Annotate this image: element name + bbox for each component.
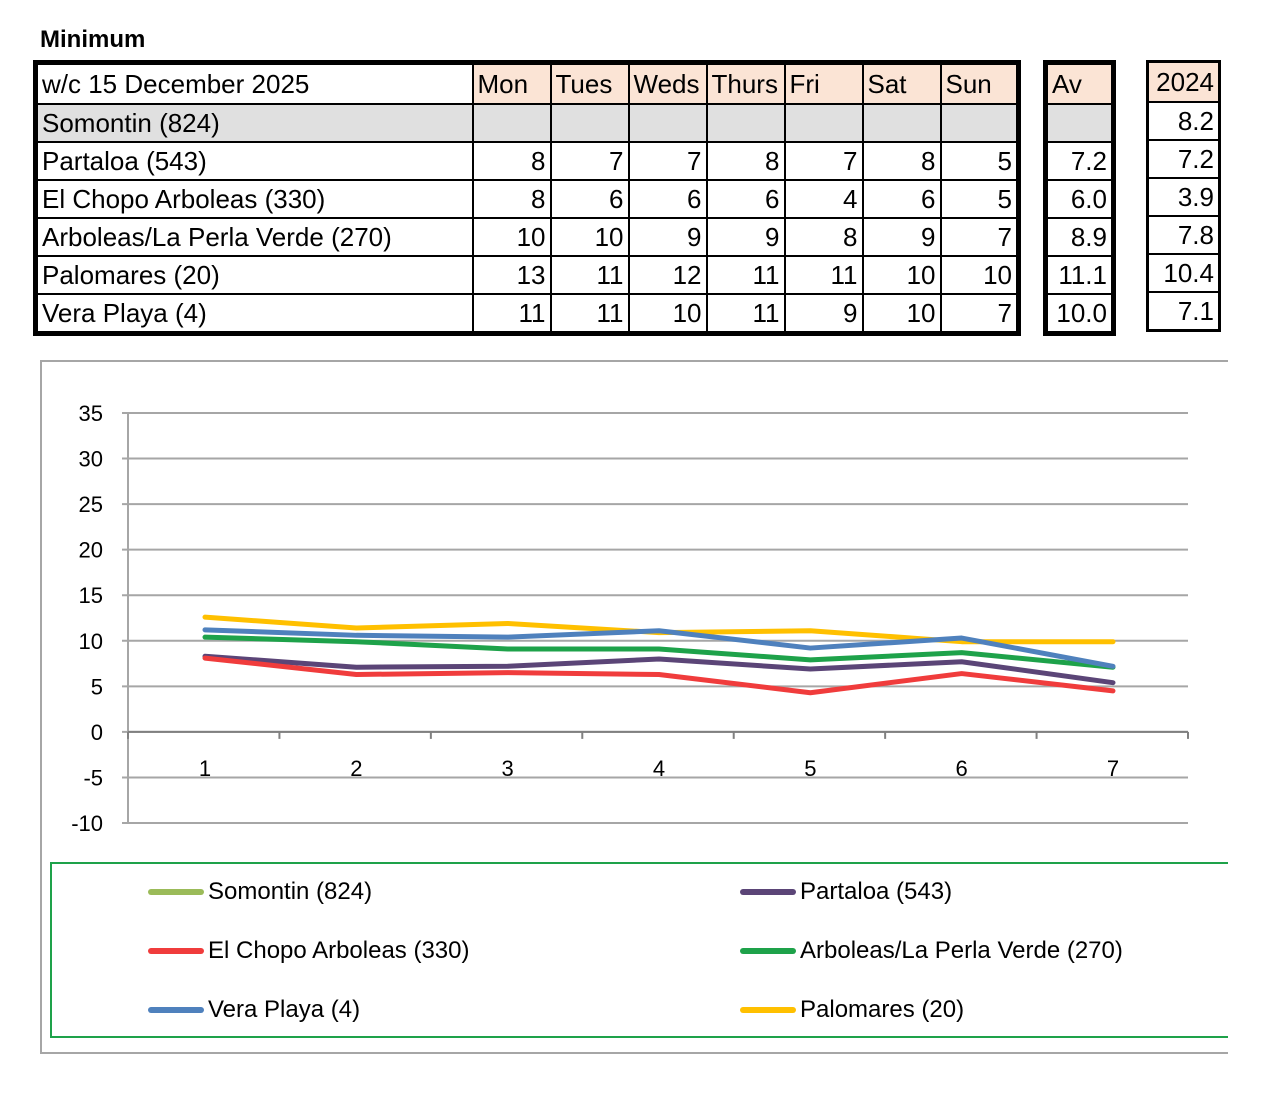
x-tick-label: 5 — [804, 755, 817, 781]
series-line — [205, 656, 1113, 682]
day-header-tues: Tues — [551, 63, 629, 105]
value-cell: 11 — [473, 294, 551, 334]
y-tick-label: -10 — [71, 811, 103, 836]
legend-item — [148, 936, 470, 966]
day-header-sat: Sat — [863, 63, 941, 105]
average-cell: 8.9 — [1046, 218, 1114, 256]
average-cell: 11.1 — [1046, 256, 1114, 294]
legend-item — [740, 877, 952, 907]
value-cell: 4 — [785, 180, 863, 218]
y-tick-label: 5 — [90, 674, 103, 700]
x-tick-label: 7 — [1106, 755, 1120, 781]
y-tick-label: 20 — [78, 537, 103, 563]
x-tick-label: 3 — [501, 755, 514, 781]
value-cell: 11 — [785, 256, 863, 294]
value-cell: 5 — [941, 142, 1019, 180]
y-tick-label: 25 — [78, 492, 103, 518]
legend-label: Arboleas/La Perla Verde (270) — [800, 937, 1123, 964]
average-cell: 7.2 — [1046, 142, 1114, 180]
week-label: w/c 15 December 2025 — [36, 63, 473, 105]
legend-label: Vera Playa (4) — [208, 996, 361, 1023]
value-cell: 11 — [707, 256, 785, 294]
value-cell: 9 — [707, 218, 785, 256]
day-header-fri: Fri — [785, 63, 863, 105]
station-name: Somontin (824) — [36, 104, 473, 142]
value-cell: 6 — [551, 180, 629, 218]
legend-label: Palomares (20) — [800, 996, 965, 1023]
y-tick-label: 35 — [78, 401, 103, 426]
day-header-weds: Weds — [629, 63, 707, 105]
value-cell: 10 — [863, 294, 941, 334]
value-cell: 8 — [785, 218, 863, 256]
value-cell: 8 — [863, 142, 941, 180]
legend-label: Partaloa (543) — [800, 878, 953, 905]
value-cell: 12 — [629, 256, 707, 294]
previous-year-cell: 7.2 — [1148, 140, 1220, 178]
value-cell: 6 — [629, 180, 707, 218]
station-name: Arboleas/La Perla Verde (270) — [36, 218, 473, 256]
value-cell: 11 — [551, 294, 629, 334]
legend-label: El Chopo Arboleas (330) — [208, 937, 470, 964]
legend-swatch — [740, 948, 796, 954]
value-cell: 9 — [785, 294, 863, 334]
y-tick-label: 10 — [78, 628, 103, 654]
legend-item — [740, 995, 964, 1025]
average-cell: 10.0 — [1046, 294, 1114, 334]
day-header-thurs: Thurs — [707, 63, 785, 105]
legend-swatch — [148, 1007, 204, 1013]
value-cell: 7 — [785, 142, 863, 180]
legend-swatch — [148, 889, 204, 895]
previous-year-cell: 7.1 — [1148, 292, 1220, 331]
value-cell: 10 — [863, 256, 941, 294]
legend-item — [148, 995, 360, 1025]
legend-swatch — [740, 1007, 796, 1013]
average-header: Av — [1046, 63, 1114, 105]
value-cell: 8 — [473, 142, 551, 180]
value-cell: 10 — [473, 218, 551, 256]
page-title: Minimum — [40, 26, 146, 53]
y-tick-label: 30 — [78, 446, 103, 472]
value-cell: 7 — [941, 218, 1019, 256]
y-tick-label: -5 — [83, 765, 103, 791]
value-cell: 5 — [941, 180, 1019, 218]
x-tick-label: 2 — [350, 755, 363, 781]
value-cell: 7 — [629, 142, 707, 180]
legend-swatch — [740, 889, 796, 895]
legend-label: Somontin (824) — [208, 878, 373, 905]
y-tick-label: 15 — [78, 583, 103, 609]
station-name: Partaloa (543) — [36, 142, 473, 180]
previous-year-cell: 8.2 — [1148, 102, 1220, 140]
x-tick-label: 1 — [198, 755, 212, 781]
previous-year-cell: 3.9 — [1148, 178, 1220, 216]
value-cell: 8 — [473, 180, 551, 218]
value-cell: 13 — [473, 256, 551, 294]
station-name: El Chopo Arboleas (330) — [36, 180, 473, 218]
value-cell: 11 — [551, 256, 629, 294]
station-name: Palomares (20) — [36, 256, 473, 294]
legend-item — [740, 936, 1123, 966]
value-cell: 10 — [551, 218, 629, 256]
previous-year-cell: 7.8 — [1148, 216, 1220, 254]
previous-year-cell: 10.4 — [1148, 254, 1220, 292]
previous-year-header: 2024 — [1148, 62, 1220, 103]
station-name: Vera Playa (4) — [36, 294, 473, 334]
y-tick-label: 0 — [90, 719, 103, 745]
average-cell: 6.0 — [1046, 180, 1114, 218]
x-tick-label: 6 — [955, 755, 968, 781]
legend-swatch — [148, 948, 204, 954]
value-cell: 11 — [707, 294, 785, 334]
value-cell: 10 — [941, 256, 1019, 294]
value-cell: 6 — [863, 180, 941, 218]
day-header-sun: Sun — [941, 63, 1019, 105]
value-cell: 10 — [629, 294, 707, 334]
day-header-mon: Mon — [473, 63, 551, 105]
value-cell: 7 — [551, 142, 629, 180]
value-cell: 8 — [707, 142, 785, 180]
value-cell: 9 — [629, 218, 707, 256]
value-cell: 6 — [707, 180, 785, 218]
value-cell: 9 — [863, 218, 941, 256]
x-tick-label: 4 — [652, 755, 666, 781]
value-cell: 7 — [941, 294, 1019, 334]
legend-item — [148, 877, 372, 907]
